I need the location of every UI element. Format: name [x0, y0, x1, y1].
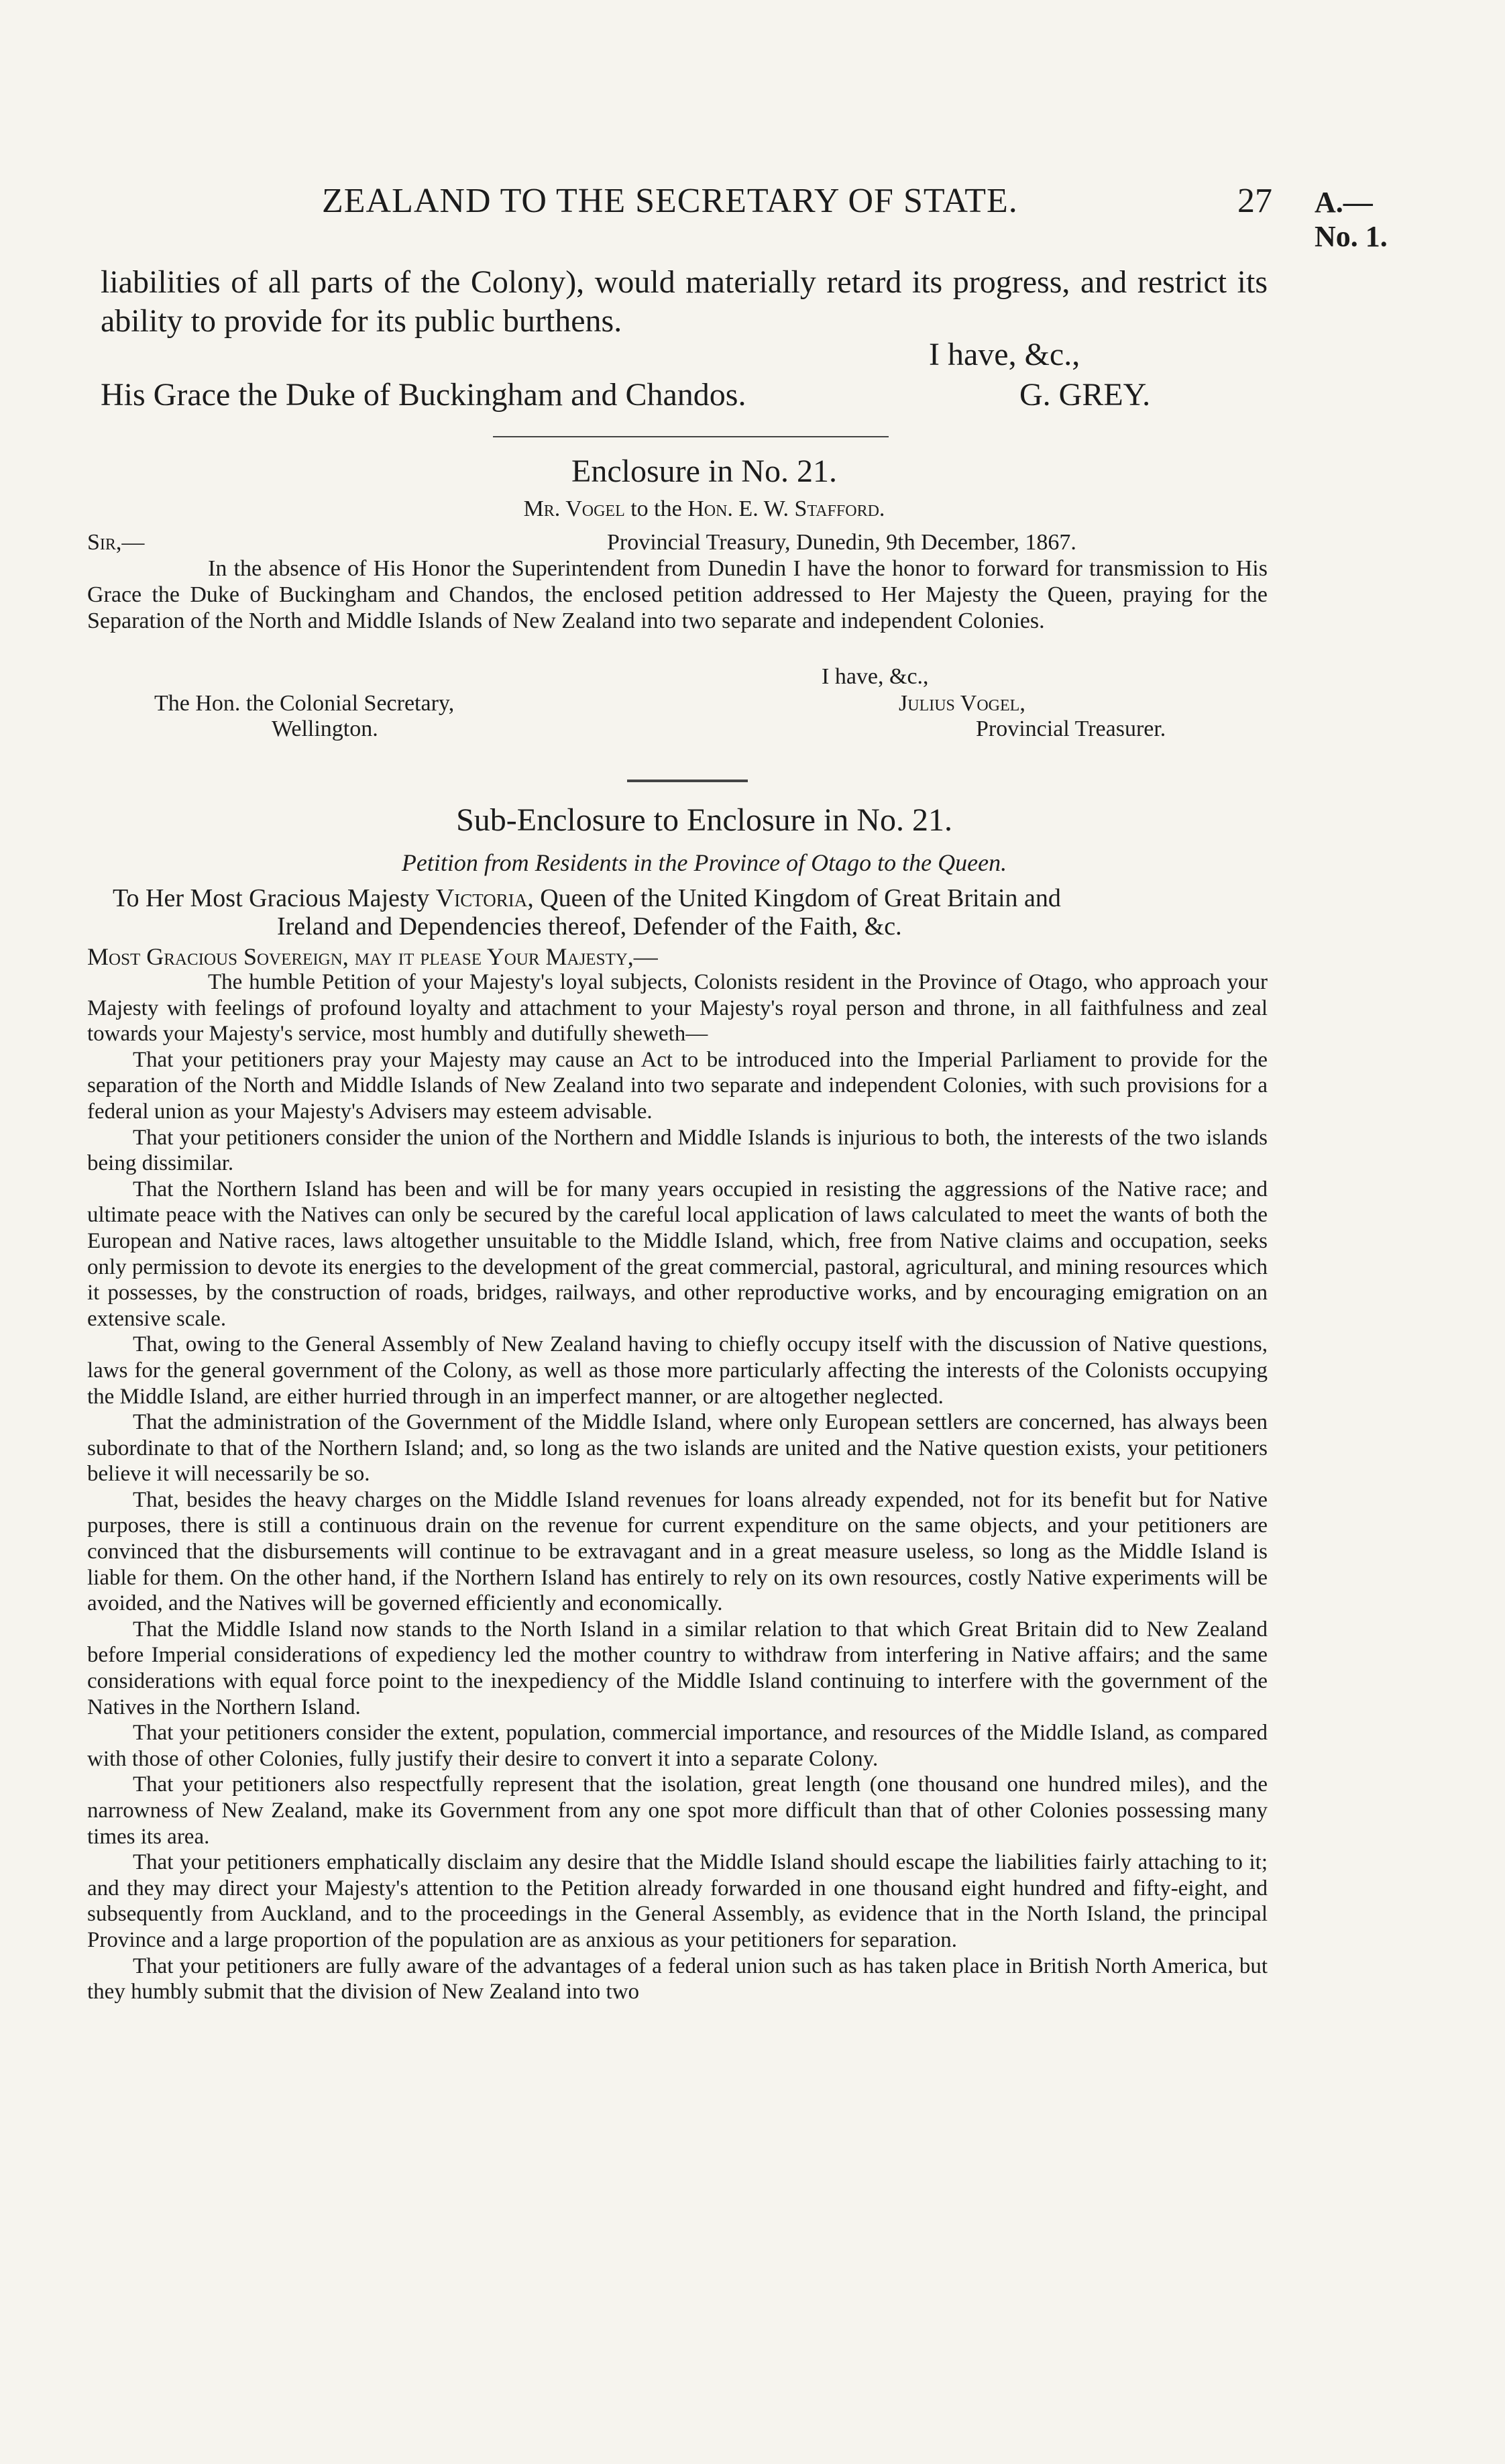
enclosure-subheading: [0, 496, 1408, 522]
petition-paragraph: The humble Petition of your Majesty's loyal subjects, Colonists resident in the Province of Otago, who approach your Majesty with feelings of profound loyalty and attachment to your Majesty's royal person and throne, in all faithfulness and zeal towards your Majesty's service, most humbly and dutifully sheweth—: [87, 970, 1268, 1047]
enclosure-addressee-line1: The Hon. the Colonial Secretary,: [154, 691, 455, 716]
page-header: [101, 181, 1408, 253]
section-divider: [493, 436, 889, 437]
enclosure-location-date: Provincial Treasury, Dunedin, 9th December, 1867.: [607, 530, 1076, 555]
petition-paragraph: That your petitioners consider the extent, population, commercial importance, and resources of the Middle Island, as compared with those of other Colonies, fully justify their desire to convert it into a separate Colony.: [87, 1721, 1268, 1771]
enclosure-body: In the absence of His Honor the Superintendent from Dunedin I have the honor to forward for transmission to His Grace the Duke of Buckingham and Chandos, the enclosed petition addressed to Her Majesty the Queen, praying for the Separation of the North and Middle Islands of New Zealand into two separate and independent Colonies.: [87, 556, 1268, 633]
enclosure-signature-name: Julius Vogel,: [899, 691, 1025, 716]
petition-address-name: Victoria: [435, 884, 528, 912]
petition-address-rest: , Queen of the United Kingdom of Great Britain and: [527, 884, 1061, 912]
petition-paragraph: That the Northern Island has been and will be for many years occupied in resisting the aggressions of the Native race; and ultimate peace with the Natives can only be secured by the careful local application of laws calculated to meet the wants of both the European and Native races, laws altogether unsuitable to the Middle Island, which, free from Native claims and occupation, seeks only permission to devote its energies to the development of the great commercial, pastoral, agricultural, and mining resources which it possesses, by the construction of roads, bridges, railways, and other reproductive works, and by encouraging emigration on an extensive scale.: [87, 1177, 1268, 1331]
document-reference: A.—No. 1.: [1315, 186, 1388, 253]
letter-signature: G. GREY.: [1019, 377, 1151, 413]
petition-paragraph: That your petitioners pray your Majesty may cause an Act to be introduced into the Imperial Parliament to provide for the separation of the North and Middle Islands of New Zealand into two separate and independent Colonies, with such provisions for a federal union as your Majesty's Advisers may esteem advisable.: [87, 1047, 1268, 1124]
petition-paragraph: That the administration of the Government of the Middle Island, where only European settlers are concerned, has always been subordinate to that of the Northern Island; and, so long as the two islands are united and the Native question exists, your petitioners believe it will necessarily be so.: [87, 1410, 1268, 1487]
enclosure-signature-title: Provincial Treasurer.: [976, 716, 1166, 741]
enclosure-heading: Enclosure in No. 21.: [571, 453, 837, 489]
petition-paragraph: That, besides the heavy charges on the Middle Island revenues for loans already expended, not for its benefit but for Native purposes, there is still a continuous drain on the revenue for current expenditure on the same objects, and your petitioners are convinced that the disbursements will continue to be extravagant and in a great measure useless, so long as the Middle Island is liable for them. On the other hand, if the Northern Island has entirely to rely on its own resources, costly Native experiments will be avoided, and the Natives will be governed efficiently and economically.: [87, 1487, 1268, 1616]
petition-address-start: To Her Most Gracious Majesty: [113, 884, 430, 912]
section-divider-short: [627, 780, 748, 782]
petition-salutation: Most Gracious Sovereign, may it please Your Majesty,—: [87, 943, 658, 970]
enclosure-addressee-line2: Wellington.: [272, 716, 378, 741]
petition-paragraph: That your petitioners consider the union of the Northern and Middle Islands is injurious to both, the interests of the two islands being dissimilar.: [87, 1125, 1268, 1176]
letter-addressee: His Grace the Duke of Buckingham and Chandos.: [101, 377, 746, 413]
letter-continuation-text: liabilities of all parts of the Colony), would materially retard its progress, and restrict its ability to provide for its public burthens.: [101, 264, 1268, 339]
enclosure-closing: I have, &c.,: [822, 664, 929, 689]
running-title: ZEALAND TO THE SECRETARY OF STATE.: [322, 182, 1018, 220]
page-number: 27: [1237, 182, 1272, 220]
letter-closing: I have, &c.,: [929, 337, 1080, 372]
enclosure-salutation: Sir,—: [87, 530, 145, 555]
petition-paragraph: That your petitioners emphatically disclaim any desire that the Middle Island should escape the liabilities fairly attaching to it; and they may direct your Majesty's attention to the Petition already forwarded in one thousand eight hundred and fifty-eight, and subsequently from Auckland, and to the proceedings in the General Assembly, as evidence that in the North Island, the principal Province and a large proportion of the population are as anxious as your petitioners for separation.: [87, 1850, 1268, 1952]
enclosure-to: Hon. E. W. Stafford.: [687, 496, 885, 521]
petition-title: Petition from Residents in the Province of Otago to the Queen.: [401, 849, 1007, 876]
petition-paragraph: That your petitioners also respectfully represent that the isolation, great length (one thousand one hundred miles), and the narrowness of New Zealand, make its Government from any one spot more difficult than that of other Colonies possessing many times its area.: [87, 1772, 1268, 1849]
enclosure-connector: to the: [630, 496, 682, 521]
petition-paragraph: That your petitioners are fully aware of the advantages of a federal union such as has taken place in British North America, but they humbly submit that the division of New Zealand into two: [87, 1953, 1268, 2004]
petition-paragraph: That, owing to the General Assembly of New Zealand having to chiefly occupy itself with the discussion of Native questions, laws for the general government of the Colony, as well as those more particularly affecting the interests of the Colonists occupying the Middle Island, are either hurried through in an imperfect manner, or are altogether neglected.: [87, 1332, 1268, 1409]
enclosure-from: Mr. Vogel: [523, 496, 625, 521]
petition-body: [87, 969, 1268, 2005]
sub-enclosure-heading: Sub-Enclosure to Enclosure in No. 21.: [456, 802, 952, 838]
petition-address-line2: Ireland and Dependencies thereof, Defender of the Faith, &c.: [277, 912, 902, 941]
petition-address: [113, 884, 1306, 941]
petition-paragraph: That the Middle Island now stands to the North Island in a similar relation to that which Great Britain did to New Zealand before Imperial considerations of expediency led the mother country to withdraw from interfering in Native affairs; and the same considerations with equal force point to the inexpediency of the Middle Island continuing to interfere with the government of the Natives in the Northern Island.: [87, 1617, 1268, 1719]
